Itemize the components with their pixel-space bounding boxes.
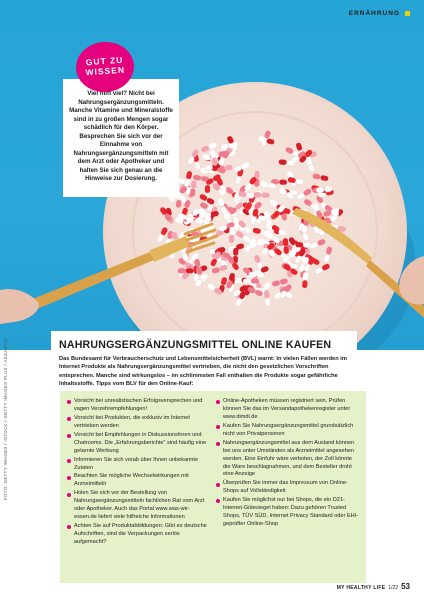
tip-text: Online-Apotheken müssen registriert sein. Prüfen können Sie das im Versandapothekenregister unter www.dimdi.de [223,398,351,420]
badge-line2: WISSEN [85,64,126,78]
tips-column-left [67,398,210,583]
section-title: ERNÄHRUNG [348,10,400,17]
section-label [349,10,410,17]
tip-text: Nahrungsergänzungsmittel aus dem Ausland können bei uns unter Umständen als Arzneimittel angesehen werden. Eine Einfuhr wäre verboten, der Zoll könnte die Ware beschlagnahmen, und dem Besteller droht eine Anzeige [223,439,355,478]
tip-item [67,490,210,522]
tip-text: Vorsicht bei Produkten, die exklusiv im Internet vertrieben werden [74,414,190,429]
hand-left [0,289,39,324]
page-footer [337,582,410,591]
bullet-icon [67,434,71,438]
info-box [63,79,179,197]
info-text: Viel hilft viel? Nicht bei Nahrungsergänzungsmitteln. Manche Vitamine und Mineralstoffe sind in zu großen Mengen sogar schädlich für den Körper. Besprechen Sie sich vor der Einnahme von Nahrungsergänzungsmitteln mit dem Arzt oder Apotheker und halten Sie sich genau an die Hinweise zur Dosierung. [69,90,173,183]
tip-item [67,457,210,473]
tip-text: Achten Sie auf Produktabbildungen: Gibt es deutsche Aufschriften, sind die Verpackungen seriös aufgemacht? [74,523,207,545]
bullet-icon [67,400,71,404]
tips-box [60,391,366,583]
bullet-icon [216,483,220,487]
tip-item [216,398,359,422]
tip-text: Beachten Sie mögliche Wechselwirkungen mit Arzneimitteln [74,473,189,488]
tip-item [67,523,210,547]
tip-text: Holen Sie sich vor der Bestellung von Nahrungsergänzungsmitteln fachlichen Rat vom Arzt oder Apotheker. Auch das Portal www.was-wir-essen.de liefert viele hilfreiche Informationen [74,490,205,521]
tip-text: Vorsicht bei Empfehlungen in Diskussionsforen und Chatrooms. Die „Erfahrungsberichte“ sind häufig eine getarnte Werbung [74,431,207,454]
tips-column-right [216,398,359,583]
tip-item [216,480,359,496]
bullet-icon [67,417,71,421]
tip-text: Informieren Sie sich vorab über Ihnen unbekannte Zutaten [74,456,199,471]
tip-item [216,423,359,439]
bullet-icon [67,493,71,497]
tip-text: Überprüfen Sie immer das Impressum von Online-Shops auf Vollständigkeit [223,480,348,495]
bullet-icon [216,400,220,404]
bullet-icon [67,476,71,480]
bullet-icon [216,442,220,446]
tip-item [67,398,210,414]
tip-item [216,497,359,529]
badge-line1: GUT ZU [85,54,124,68]
article-title: NAHRUNGSERGÄNZUNGSMITTEL ONLINE KAUFEN [59,339,332,351]
tip-item [67,415,210,431]
footer-issue: 1/22 [388,585,399,591]
article-intro: Das Bundesamt für Verbraucherschutz und Lebensmittelsicherheit (BVL) warnt: In vielen Fällen werden im Internet Produkte als Nahrungsergänzungsmittel vertrieben, die nicht den gesetzlichen Vorschriften entsprechen. Manche sind wirkungslos – im schlimmsten Fall enthalten die Produkte sogar gefährliche Inhaltsstoffe. Tipps vom BLV für den Online-Kauf: [59,356,347,387]
footer-brand: MY HEALTHY LIFE [336,585,386,591]
page-number: 53 [401,582,410,591]
photo-credit: FOTO: GETTY IMAGES / ISTOCK / GETTY IMAGES PLUS / AZGAR311 [3,337,8,500]
bullet-icon [67,525,71,529]
section-square-icon [405,11,410,16]
tip-item [67,473,210,489]
tip-text: Kaufen Sie möglichst nur bei Shops, die ein D21-Internet-Gütesiegel haben: Dazu gehören Trusted Shops, TÜV SÜD, Internet Privacy Standard oder EHI-geprüfter Online-Shop [223,497,359,528]
tip-item [216,440,359,480]
bullet-icon [216,425,220,429]
tip-item [67,432,210,456]
bullet-icon [67,459,71,463]
tip-text: Vorsicht bei unrealistischen Erfolgsversprechen und vagen Verzehrempfehlungen! [74,398,203,412]
bullet-icon [216,499,220,503]
tip-text: Kaufen Sie Nahrungsergänzungsmittel grundsätzlich nicht von Privatpersonen [223,422,354,437]
